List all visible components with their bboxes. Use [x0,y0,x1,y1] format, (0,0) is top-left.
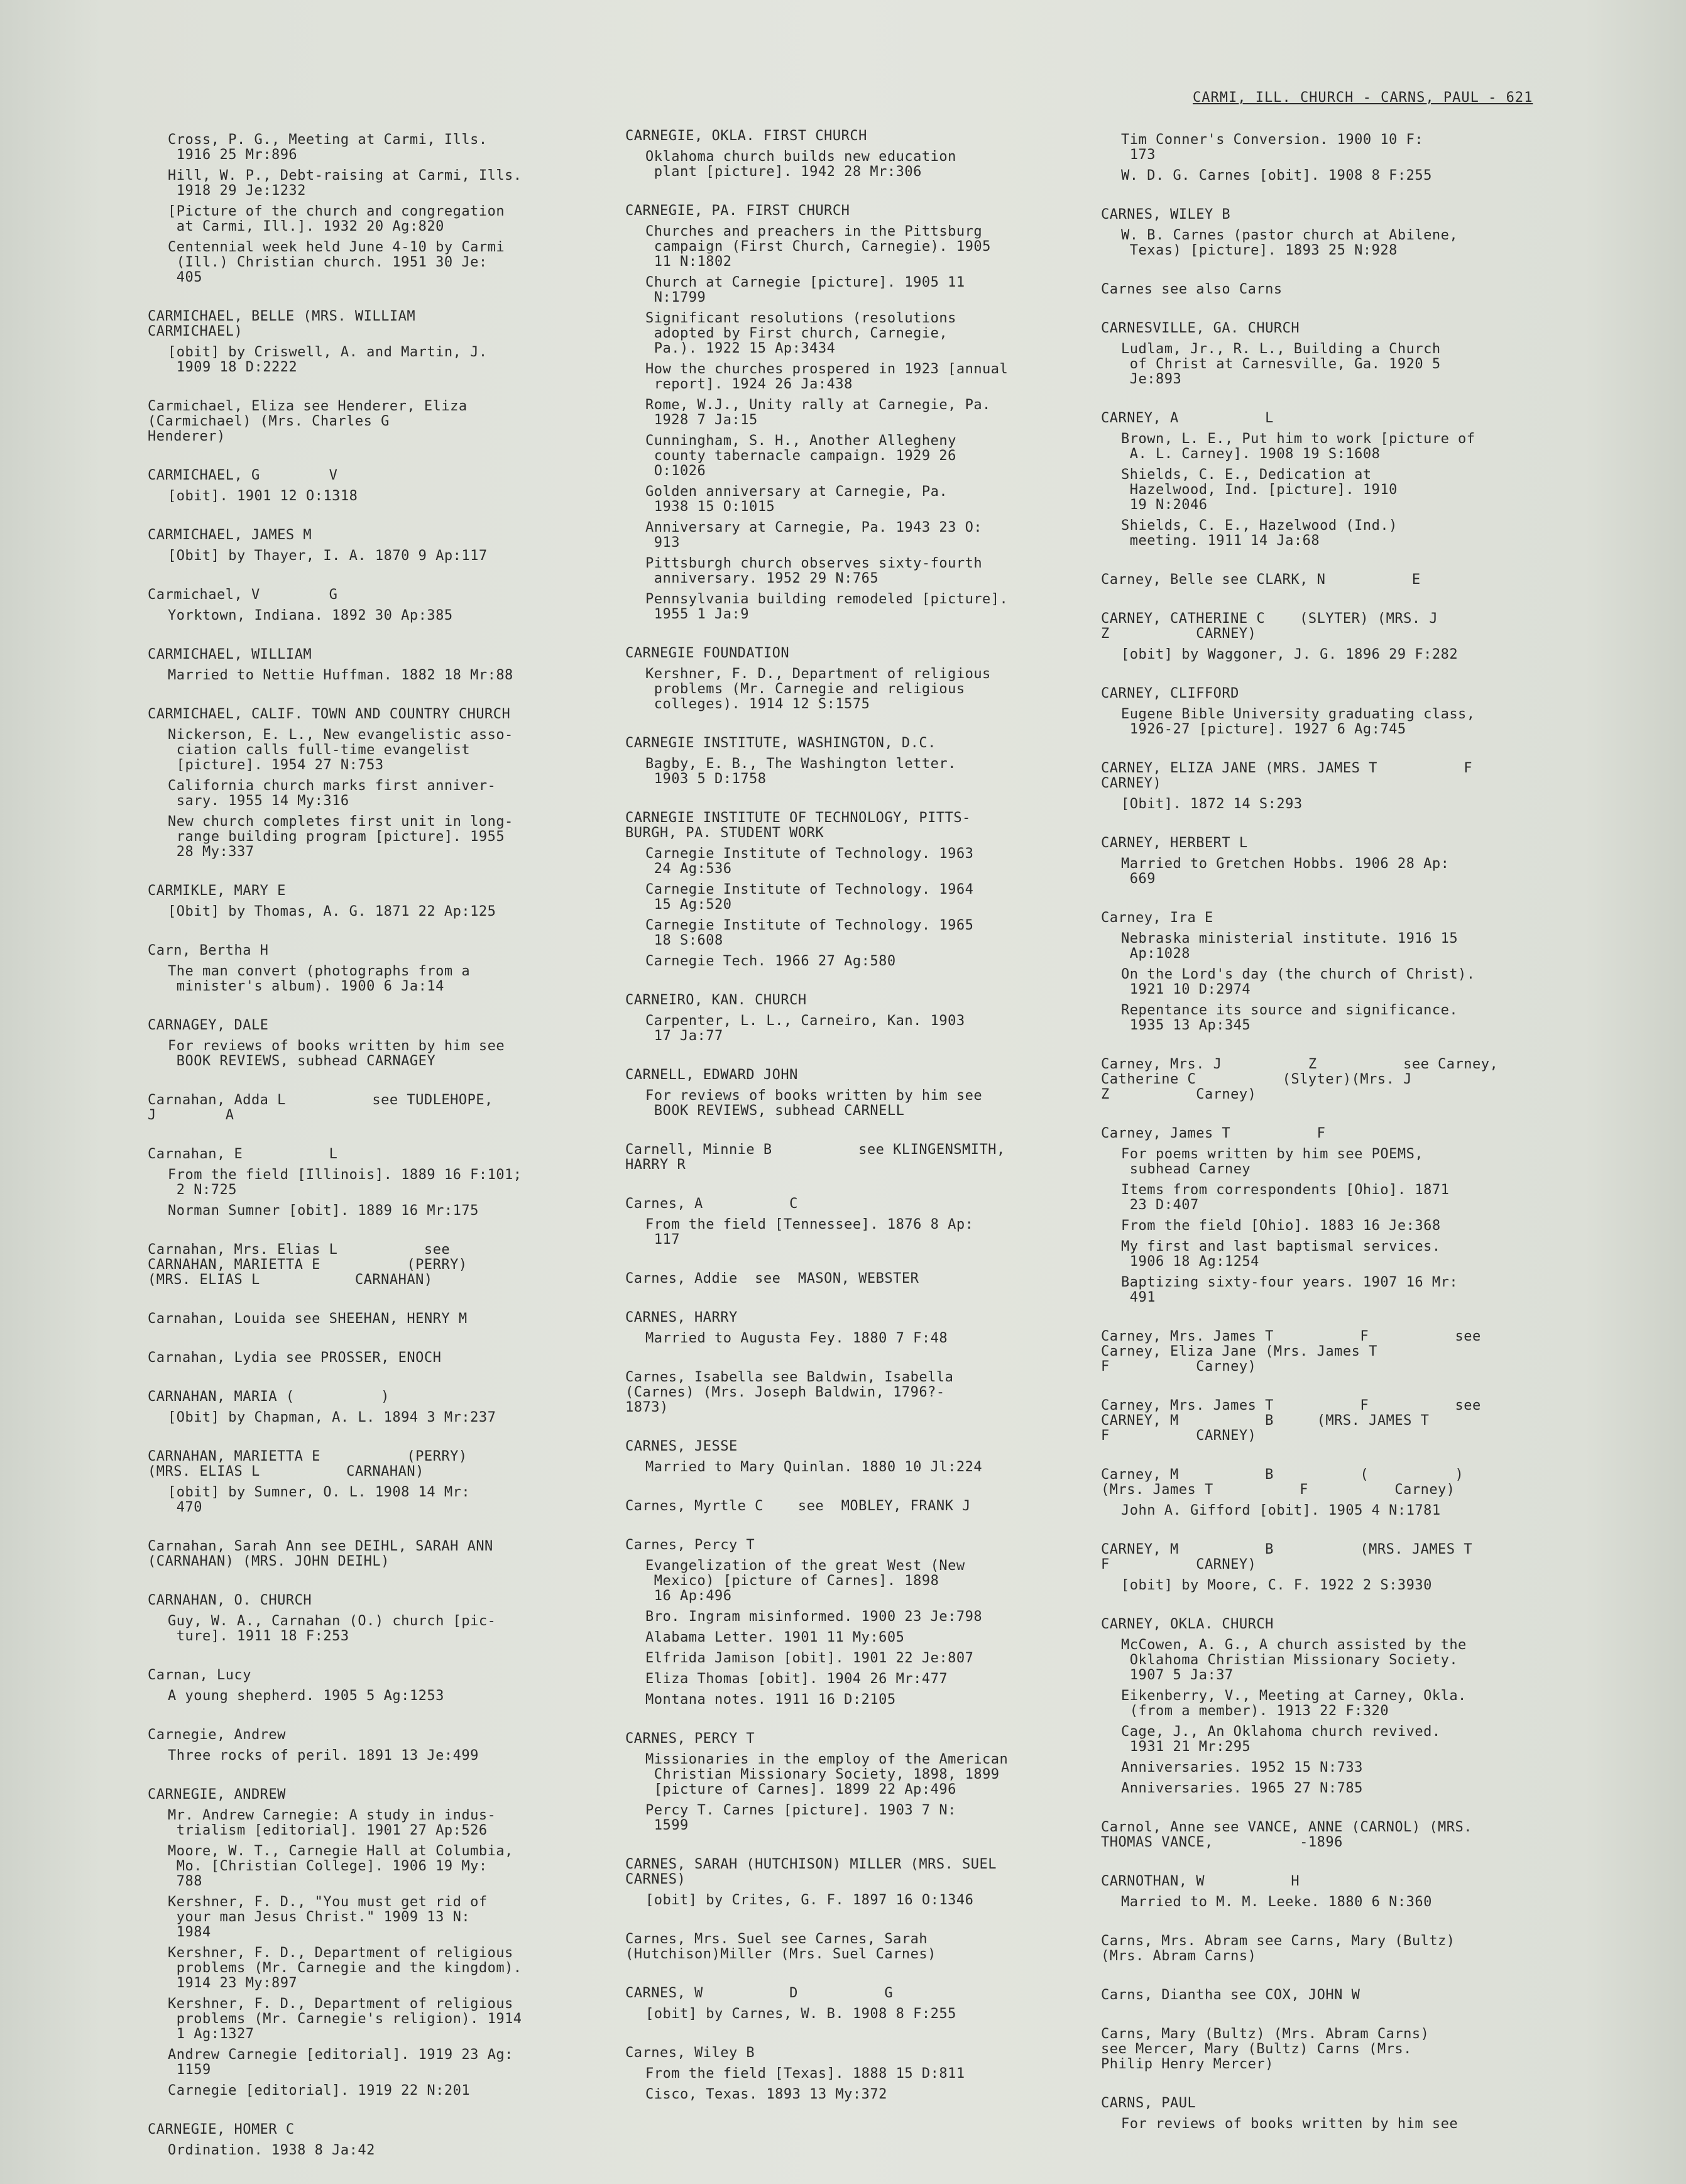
entry-reference: From the field [Tennessee]. 1876 8 Ap: 117 [645,1217,974,1248]
entry-reference: Anniversary at Carnegie, Pa. 1943 23 O: 913 [645,520,983,551]
index-entry [625,1310,1053,1346]
entry-reference: W. B. Carnes (pastor church at Abilene, Texas) [picture]. 1893 25 N:928 [1121,228,1459,258]
entry-reference: Married to Gretchen Hobbs. 1906 28 Ap: 669 [1121,856,1450,887]
entry-reference: Percy T. Carnes [picture]. 1903 7 N: 1599 [645,1803,956,1833]
index-entry [148,309,575,375]
index-entry [625,1439,1053,1475]
entry-reference: How the churches prospered in 1923 [annual report]. 1924 26 Ja:438 [645,361,1009,392]
running-head: CARMI, ILL. CHURCH - CARNS, PAUL - 621 [1193,90,1533,106]
entry-heading: CARNELL, EDWARD JOHN [625,1067,798,1083]
entry-reference: Rome, W.J., Unity rally at Carnegie, Pa. 1928 7 Ja:15 [645,397,991,428]
entry-heading: CARNEY, A L [1101,410,1274,426]
index-entry [148,1093,575,1123]
entry-heading: Carnan, Lucy [148,1667,251,1683]
entry-reference: Hill, W. P., Debt-raising at Carmi, Ills. 1918 29 Je:1232 [168,168,522,199]
entry-heading: Carnahan, Lydia see PROSSER, ENOCH [148,1350,442,1366]
index-entry [1101,1934,1528,1964]
entry-reference: Tim Conner's Conversion. 1900 10 F: 173 [1121,132,1424,163]
index-entry [1101,1617,1528,1796]
entry-reference: Kershner, F. D., Department of religious problems (Mr. Carnegie and the kingdom). 1914 23 My:897 [168,1945,522,1991]
index-entry [1101,321,1528,387]
index-entry [625,1986,1053,2022]
index-entry [148,884,575,919]
entry-reference: Anniversaries. 1952 15 N:733 [1121,1760,1363,1775]
entry-reference: Carnegie [editorial]. 1919 22 N:201 [168,2083,471,2099]
entry-reference: Baptizing sixty-four years. 1907 16 Mr: 491 [1121,1275,1459,1305]
entry-heading: CARNEGIE, ANDREW [148,1787,286,1803]
entry-reference: Bro. Ingram misinformed. 1900 23 Je:798 [645,1609,983,1625]
index-entry [148,468,575,504]
entry-heading: Carney, Belle see CLARK, N E [1101,572,1421,588]
entry-heading: CARMICHAEL, WILLIAM [148,647,312,662]
entry-reference: Married to Mary Quinlan. 1880 10 Jl:224 [645,1459,983,1475]
index-column-3 [1101,129,1528,2156]
entry-reference: For poems written by him see POEMS, subhead Carney [1121,1146,1424,1177]
index-entry [148,588,575,623]
entry-reference: [obit] by Sumner, O. L. 1908 14 Mr: 470 [168,1484,471,1515]
entry-reference: Eikenberry, V., Meeting at Carney, Okla. (from a member). 1913 22 F:320 [1121,1688,1467,1719]
index-entry [148,133,575,285]
entry-heading: Carnahan, Mrs. Elias L see CARNAHAN, MARIETTA E (PERRY) (MRS. ELIAS L CARNAHAN) [148,1242,468,1288]
entry-reference: Carpenter, L. L., Carneiro, Kan. 1903 17 Ja:77 [645,1013,965,1044]
entry-reference: For reviews of books written by him see [1121,2116,1459,2132]
entry-heading: CARNEGIE INSTITUTE, WASHINGTON, D.C. [625,735,936,751]
entry-reference: Golden anniversary at Carnegie, Pa. 1938 15 O:1015 [645,484,948,515]
entry-heading: CARNEGIE FOUNDATION [625,645,790,661]
entry-reference: [obit] by Criswell, A. and Martin, J. 1909 18 D:2222 [168,344,488,375]
entry-reference: [Obit] by Thayer, I. A. 1870 9 Ap:117 [168,548,488,564]
entry-reference: Churches and preachers in the Pittsburg campaign (First Church, Carnegie). 1905 11 N:1802 [645,224,991,270]
entry-heading: Carmichael, V G [148,587,338,603]
entry-reference: Mr. Andrew Carnegie: A study in indus- trialism [editorial]. 1901 27 Ap:526 [168,1808,496,1838]
entry-reference: Cisco, Texas. 1893 13 My:372 [645,2087,887,2102]
entry-heading: Carnahan, Sarah Ann see DEIHL, SARAH ANN (CARNAHAN) (MRS. JOHN DEIHL) [148,1539,493,1569]
entry-reference: The man convert (photographs from a minister's album). 1900 6 Ja:14 [168,963,471,994]
entry-heading: CARMIKLE, MARY E [148,883,286,899]
entry-heading: Carnes, Wiley B [625,2045,755,2061]
index-entry [625,1068,1053,1119]
entry-heading: CARNES, SARAH (HUTCHISON) MILLER (MRS. SUEL CARNES) [625,1857,997,1887]
index-entry [1101,1398,1528,1444]
entry-reference: [obit] by Moore, C. F. 1922 2 S:3930 [1121,1578,1432,1593]
entry-reference: On the Lord's day (the church of Christ). 1921 10 D:2974 [1121,967,1475,997]
index-entry [625,736,1053,787]
entry-heading: CARNEGIE, PA. FIRST CHURCH [625,203,850,219]
entry-reference: Moore, W. T., Carnegie Hall at Columbia, Mo. [Christian College]. 1906 19 My: 788 [168,1843,513,1889]
entry-reference: Carnegie Tech. 1966 27 Ag:580 [645,953,896,969]
entry-heading: Carnes, Isabella see Baldwin, Isabella (Carnes) (Mrs. Joseph Baldwin, 1796?- 1873) [625,1369,954,1415]
entry-heading: Carns, Mrs. Abram see Carns, Mary (Bultz) (Mrs. Abram Carns) [1101,1933,1455,1964]
index-entry [1101,836,1528,887]
entry-reference: W. D. G. Carnes [obit]. 1908 8 F:255 [1121,168,1432,184]
entry-heading: Carney, M B ( ) (Mrs. James T F Carney) [1101,1467,1464,1498]
entry-heading: Carnes, Addie see MASON, WEBSTER [625,1271,919,1287]
index-entry [1101,686,1528,737]
index-entry [148,1243,575,1288]
entry-heading: CARNES, WILEY B [1101,207,1231,222]
entry-reference: For reviews of books written by him see BOOK REVIEWS, subhead CARNAGEY [168,1038,505,1069]
entry-reference: Married to Augusta Fey. 1880 7 F:48 [645,1331,948,1346]
entry-reference: Nickerson, E. L., New evangelistic asso- ciation calls full-time evangelist [picture]. 1954 27 N:753 [168,727,513,773]
entry-reference: Kershner, F. D., Department of religious problems (Mr. Carnegie and religious colleges). 1914 12 S:1575 [645,666,991,712]
entry-reference: California church marks first anniver- sary. 1955 14 My:316 [168,778,496,809]
index-entry [148,1787,575,2099]
entry-heading: CARNAHAN, O. CHURCH [148,1593,312,1608]
entry-heading: CARNEY, CLIFFORD [1101,686,1239,701]
entry-heading: CARMICHAEL, CALIF. TOWN AND COUNTRY CHURCH [148,706,511,722]
entry-reference: Significant resolutions (resolutions adopted by First church, Carnegie, Pa.). 1922 15 Ap:3434 [645,310,956,356]
entry-reference: Eugene Bible University graduating class, 1926-27 [picture]. 1927 6 Ag:745 [1121,706,1475,737]
entry-heading: CARNES, W D G [625,1985,894,2001]
entry-heading: Carnes, Mrs. Suel see Carnes, Sarah (Hutchison)Miller (Mrs. Suel Carnes) [625,1931,936,1962]
index-entry [148,1018,575,1069]
entry-heading: CARNAHAN, MARIETTA E (PERRY) (MRS. ELIAS L CARNAHAN) [148,1449,468,1479]
index-entry [625,1143,1053,1173]
entry-heading: CARNES, JESSE [625,1439,738,1454]
entry-heading: CARNEGIE INSTITUTE OF TECHNOLOGY, PITTS- BURGH, PA. STUDENT WORK [625,810,971,841]
entry-heading: Carnes, Myrtle C see MOBLEY, FRANK J [625,1498,971,1514]
entry-reference: Missionaries in the employ of the American Christian Missionary Society, 1898, 1899 [picture of Carnes]. 1899 22 Ap:496 [645,1752,1009,1797]
index-entry [1101,1874,1528,1910]
index-entry [1101,911,1528,1033]
entry-reference: A young shepherd. 1905 5 Ag:1253 [168,1688,444,1704]
index-entry [1101,1329,1528,1375]
entry-reference: Cunningham, S. H., Another Allegheny county tabernacle campaign. 1929 26 O:1026 [645,433,956,479]
entry-reference: Church at Carnegie [picture]. 1905 11 N:1799 [645,275,965,305]
entry-heading: Carn, Bertha H [148,943,269,958]
entry-heading: CARNEY, OKLA. CHURCH [1101,1616,1274,1632]
entry-heading: CARNES, HARRY [625,1310,738,1325]
entry-heading: CARNEY, M B (MRS. JAMES T F CARNEY) [1101,1542,1473,1572]
entry-heading: Carney, James T F [1101,1126,1326,1141]
entry-heading: CARNEIRO, KAN. CHURCH [625,992,807,1008]
entry-reference: Elfrida Jamison [obit]. 1901 22 Je:807 [645,1650,974,1666]
entry-heading: Carnell, Minnie B see KLINGENSMITH, HARRY R [625,1142,1005,1173]
entry-reference: [Obit]. 1872 14 S:293 [1121,796,1303,812]
entry-heading: Carnes, A C [625,1196,798,1212]
index-entry [1101,761,1528,812]
entry-reference: Carnegie Institute of Technology. 1965 18 S:608 [645,918,974,948]
entry-heading: CARNAHAN, MARIA ( ) [148,1389,390,1405]
entry-reference: Ordination. 1938 8 Ja:42 [168,2143,375,2158]
entry-reference: [Obit] by Thomas, A. G. 1871 22 Ap:125 [168,904,496,919]
entry-heading: CARNESVILLE, GA. CHURCH [1101,321,1300,336]
index-entry [148,1593,575,1644]
index-entry [625,993,1053,1044]
index-entry [625,1857,1053,1908]
entry-heading: Carney, Mrs. James T F see Carney, Eliza Jane (Mrs. James T F Carney) [1101,1329,1481,1375]
entry-reference: Andrew Carnegie [editorial]. 1919 23 Ag: 1159 [168,2047,513,2078]
entry-heading: Carney, Mrs. James T F see CARNEY, M B (MRS. JAMES T F CARNEY) [1101,1398,1481,1444]
entry-heading: CARNEGIE, HOMER C [148,2122,295,2137]
entry-reference: Ludlam, Jr., R. L., Building a Church of Christ at Carnesville, Ga. 1920 5 Je:893 [1121,341,1441,387]
index-entry [1101,1126,1528,1305]
entry-reference: Cage, J., An Oklahoma church revived. 1931 21 Mr:295 [1121,1724,1441,1755]
index-entry [148,528,575,564]
entry-reference: [obit] by Waggoner, J. G. 1896 29 F:282 [1121,647,1459,662]
index-entry [148,1351,575,1366]
entry-heading: CARNAGEY, DALE [148,1018,269,1033]
index-entry [625,646,1053,712]
index-entry [1101,1468,1528,1518]
index-entry [625,1370,1053,1415]
index-entry [625,1271,1053,1287]
index-entry [625,1197,1053,1248]
entry-reference: McCowen, A. G., A church assisted by the Oklahoma Christian Missionary Society. 1907 5 Ja:37 [1121,1637,1467,1683]
index-entry [1101,282,1528,297]
index-entry [1101,612,1528,662]
entry-reference: Kershner, F. D., "You must get rid of your man Jesus Christ." 1909 13 N: 1984 [168,1894,488,1940]
entry-heading: CARNEY, HERBERT L [1101,835,1248,851]
entry-reference: Pittsburgh church observes sixty-fourth anniversary. 1952 29 N:765 [645,556,983,586]
entry-heading: Carnegie, Andrew [148,1727,286,1743]
entry-heading: Carney, Ira E [1101,910,1213,926]
entry-heading: CARMICHAEL, JAMES M [148,527,312,543]
entry-reference: Carnegie Institute of Technology. 1963 24 Ag:536 [645,846,974,877]
entry-reference: [Obit] by Chapman, A. L. 1894 3 Mr:237 [168,1410,496,1425]
entry-reference: Repentance its source and significance. 1935 13 Ap:345 [1121,1002,1459,1033]
entry-heading: Carnahan, E L [148,1146,338,1162]
index-column-2 [625,129,1053,2126]
entry-reference: Pennsylvania building remodeled [picture]. 1955 1 Ja:9 [645,591,1009,622]
entry-heading: Carnahan, Louida see SHEEHAN, HENRY M [148,1311,468,1327]
entry-reference: Yorktown, Indiana. 1892 30 Ap:385 [168,608,453,623]
entry-reference: Brown, L. E., Put him to work [picture of A. L. Carney]. 1908 19 S:1608 [1121,431,1475,462]
entry-heading: Carns, Diantha see COX, JOHN W [1101,1987,1360,2003]
entry-reference: Bagby, E. B., The Washington letter. 1903 5 D:1758 [645,756,956,787]
index-column-1 [148,129,575,2182]
entry-reference: Evangelization of the great West (New Mexico) [picture of Carnes]. 1898 16 Ap:496 [645,1558,965,1604]
index-entry [148,647,575,683]
index-entry [148,1147,575,1219]
entry-reference: Cross, P. G., Meeting at Carmi, Ills. 1916 25 Mr:896 [168,132,488,163]
entry-reference: [obit] by Crites, G. F. 1897 16 O:1346 [645,1892,974,1908]
entry-heading: Carnahan, Adda L see TUDLEHOPE, J A [148,1092,493,1123]
entry-heading: Carmichael, Eliza see Henderer, Eliza (Carmichael) (Mrs. Charles G Henderer) [148,398,468,444]
entry-reference: Guy, W. A., Carnahan (O.) church [pic- ture]. 1911 18 F:253 [168,1613,496,1644]
index-entry [148,399,575,444]
entry-heading: CARNEY, CATHERINE C (SLYTER) (MRS. J Z CARNEY) [1101,611,1438,642]
entry-reference: [obit]. 1901 12 O:1318 [168,488,358,504]
entry-reference: Shields, C. E., Hazelwood (Ind.) meeting. 1911 14 Ja:68 [1121,518,1398,549]
index-entry [148,1728,575,1764]
index-entry [1101,2096,1528,2132]
index-entry [148,1668,575,1704]
index-entry [148,1539,575,1569]
entry-reference: Norman Sumner [obit]. 1889 16 Mr:175 [168,1203,479,1219]
index-entry [625,1499,1053,1514]
entry-heading: CARNEGIE, OKLA. FIRST CHURCH [625,128,867,144]
index-entry [625,1731,1053,1833]
index-entry [148,1312,575,1327]
entry-reference: Three rocks of peril. 1891 13 Je:499 [168,1748,479,1764]
entry-reference: Oklahoma church builds new education plant [picture]. 1942 28 Mr:306 [645,149,956,180]
entry-reference: Alabama Letter. 1901 11 My:605 [645,1630,905,1645]
index-entry [148,2122,575,2158]
index-entry [1101,1542,1528,1593]
index-entry [148,1390,575,1425]
index-entry [1101,207,1528,258]
entry-heading: CARNS, PAUL [1101,2095,1196,2111]
entry-reference: From the field [Texas]. 1888 15 D:811 [645,2066,965,2082]
entry-reference: My first and last baptismal services. 1906 18 Ag:1254 [1121,1239,1441,1270]
entry-reference: Married to Nettie Huffman. 1882 18 Mr:88 [168,667,513,683]
entry-reference: Items from correspondents [Ohio]. 1871 23 D:407 [1121,1182,1450,1213]
index-entry [1101,2027,1528,2072]
entry-reference: For reviews of books written by him see BOOK REVIEWS, subhead CARNELL [645,1088,983,1119]
index-entry [148,943,575,994]
entry-heading: Carnol, Anne see VANCE, ANNE (CARNOL) (MRS. THOMAS VANCE, -1896 [1101,1819,1473,1850]
entry-reference: From the field [Illinois]. 1889 16 F:101; 2 N:725 [168,1167,522,1198]
entry-heading: CARNES, PERCY T [625,1731,755,1747]
index-entry [1101,133,1528,184]
entry-reference: Kershner, F. D., Department of religious problems (Mr. Carnegie's religion). 1914 1 Ag:1327 [168,1996,522,2042]
index-entry [625,204,1053,622]
entry-reference: John A. Gifford [obit]. 1905 4 N:1781 [1121,1503,1441,1518]
entry-reference: Shields, C. E., Dedication at Hazelwood, Ind. [picture]. 1910 19 N:2046 [1121,467,1398,513]
index-entry [148,707,575,860]
index-entry [625,811,1053,969]
entry-heading: Carney, Mrs. J Z see Carney, Catherine C (Slyter)(Mrs. J Z Carney) [1101,1056,1499,1102]
index-entry [1101,1820,1528,1850]
entry-heading: CARMICHAEL, G V [148,468,338,483]
entry-reference: [obit] by Carnes, W. B. 1908 8 F:255 [645,2006,956,2022]
entry-heading: Carnes, Percy T [625,1537,755,1553]
entry-heading: CARNEY, ELIZA JANE (MRS. JAMES T F CARNEY) [1101,760,1473,791]
entry-reference: Married to M. M. Leeke. 1880 6 N:360 [1121,1894,1432,1910]
index-entry [625,1538,1053,1708]
entry-heading: Carns, Mary (Bultz) (Mrs. Abram Carns) see Mercer, Mary (Bultz) Carns (Mrs. Philip Henry Mercer) [1101,2026,1430,2072]
entry-heading: Carnes see also Carns [1101,282,1283,297]
index-entry [625,2046,1053,2102]
entry-reference: Eliza Thomas [obit]. 1904 26 Mr:477 [645,1671,948,1687]
entry-heading: CARNOTHAN, W H [1101,1874,1300,1889]
entry-reference: [Picture of the church and congregation at Carmi, Ill.]. 1932 20 Ag:820 [168,204,505,234]
index-entry [148,1449,575,1515]
entry-reference: Nebraska ministerial institute. 1916 15 Ap:1028 [1121,931,1459,962]
entry-reference: Montana notes. 1911 16 D:2105 [645,1692,896,1708]
entry-reference: From the field [Ohio]. 1883 16 Je:368 [1121,1218,1441,1234]
entry-reference: Carnegie Institute of Technology. 1964 15 Ag:520 [645,882,974,913]
entry-reference: Anniversaries. 1965 27 N:785 [1121,1781,1363,1796]
entry-reference: Centennial week held June 4-10 by Carmi (Ill.) Christian church. 1951 30 Je: 405 [168,239,505,285]
index-entry [1101,411,1528,549]
index-entry [625,1932,1053,1962]
index-entry [1101,1988,1528,2003]
index-entry [1101,1057,1528,1102]
index-entry [1101,573,1528,588]
entry-heading: CARMICHAEL, BELLE (MRS. WILLIAM CARMICHAEL) [148,309,416,339]
entry-reference: New church completes first unit in long- range building program [picture]. 1955 28 My:337 [168,814,513,860]
index-entry [625,129,1053,180]
